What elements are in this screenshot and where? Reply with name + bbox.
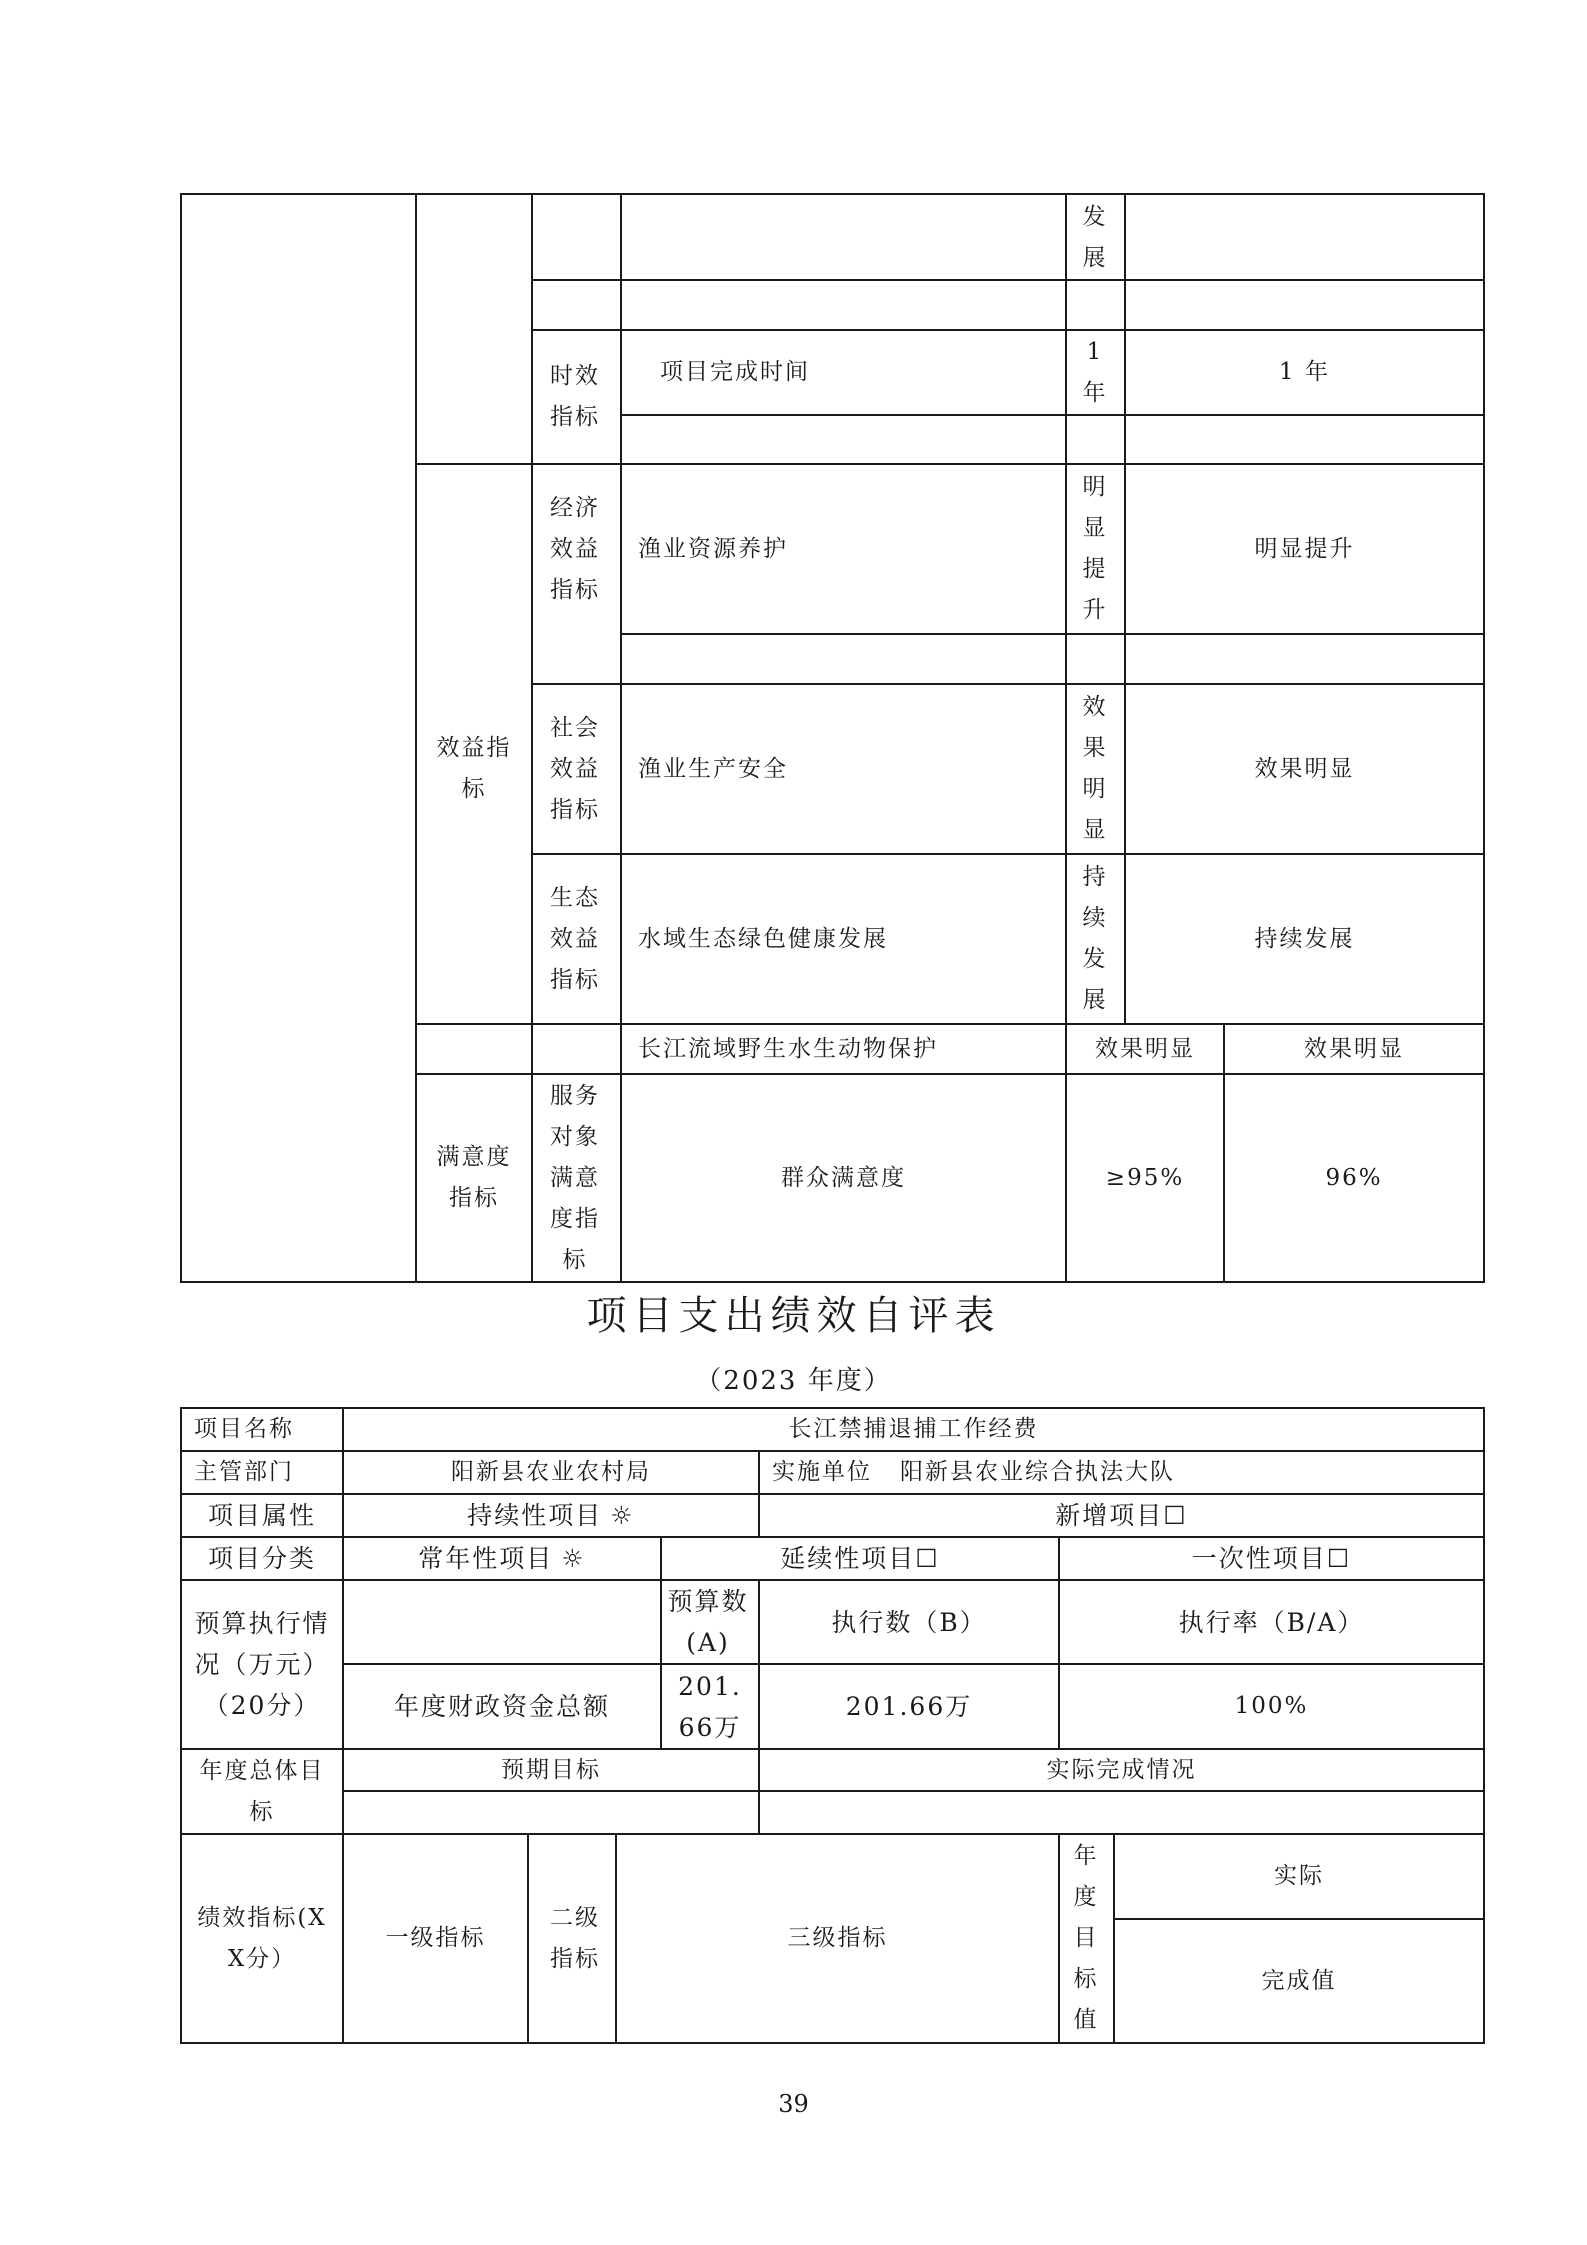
wildlife-item-cell — [622, 1025, 1065, 1073]
social-indicator-label: 社会效益指标 — [550, 714, 600, 823]
perf-label — [190, 1835, 334, 2042]
time-actual-cell — [1126, 331, 1483, 414]
dept-label — [182, 1452, 342, 1493]
satisfaction-item-text: 群众满意度 — [781, 1164, 906, 1191]
wildlife-actual-cell — [1225, 1025, 1483, 1073]
eco-item-text: 水域生态绿色健康发展 — [638, 925, 888, 952]
funds-label-text: 年度财政资金总额 — [393, 1692, 610, 1721]
eco-item-cell — [622, 855, 1065, 1023]
satisfaction-actual-cell — [1225, 1075, 1483, 1281]
first-row-target-cell — [1083, 196, 1107, 279]
wildlife-target-cell — [1067, 1025, 1223, 1073]
budget-a-value-text: 201.66万 — [678, 1671, 742, 1742]
rate-value — [1060, 1665, 1483, 1748]
project-name-value — [344, 1409, 1483, 1450]
type-label-text: 项目分类 — [207, 1544, 316, 1573]
time-indicator-label: 时效指标 — [550, 363, 600, 430]
wildlife-item-text: 长江流域野生水生动物保护 — [638, 1035, 938, 1062]
checkbox-empty-icon: ☐ — [1326, 1544, 1352, 1573]
social-target-text: 效果明显 — [1082, 694, 1108, 843]
first-row-target-text: 发展 — [1082, 203, 1108, 271]
level1-text: 一级指标 — [385, 1925, 486, 1951]
level1-header — [344, 1835, 527, 2042]
attr-continuous-option — [344, 1495, 758, 1536]
impl-value-text: 阳新县农业综合执法大队 — [900, 1459, 1175, 1485]
social-actual-text: 效果明显 — [1254, 755, 1355, 782]
level3-text: 三级指标 — [787, 1925, 888, 1951]
exec-b-value-text: 201.66万 — [845, 1692, 973, 1721]
checkbox-empty-icon: ☐ — [1163, 1501, 1188, 1530]
actual-header — [1115, 1835, 1483, 1918]
actual-status-text: 实际完成情况 — [1046, 1756, 1197, 1783]
wildlife-target-text: 效果明显 — [1095, 1035, 1195, 1062]
expected-goal-header — [344, 1750, 758, 1790]
project-name-label — [182, 1409, 342, 1450]
type-extended-text: 延续性项目 — [780, 1544, 916, 1573]
time-item-text: 项目完成时间 — [660, 359, 810, 385]
satisfaction-actual-text: 96% — [1325, 1164, 1383, 1191]
attr-label — [182, 1495, 342, 1536]
eco-indicator-cell — [545, 855, 605, 1023]
type-onetime-text: 一次性项目 — [1191, 1544, 1327, 1573]
actual-status-header — [760, 1750, 1483, 1790]
budget-label-text: 预算执行情况（万元）（20分） — [194, 1609, 330, 1720]
social-item-cell — [622, 685, 1065, 853]
econ-item-cell — [622, 465, 1065, 633]
type-regular-option — [344, 1538, 660, 1579]
annual-target-header — [1074, 1835, 1098, 2042]
goal-label-text: 年度总体目标 — [199, 1757, 325, 1825]
social-indicator-cell — [545, 685, 605, 853]
benefit-indicator-label: 效益指标 — [436, 735, 512, 802]
satisfaction-indicator-cell — [432, 1075, 516, 1281]
service-indicator-label: 服务对象满意度指标 — [550, 1082, 600, 1273]
perf-label-text: 绩效指标(XX分） — [197, 1904, 327, 1972]
attr-label-text: 项目属性 — [207, 1501, 316, 1530]
social-actual-cell — [1126, 685, 1483, 853]
attr-new-option — [760, 1495, 1483, 1536]
econ-indicator-cell — [545, 465, 605, 633]
satisfaction-target-cell — [1067, 1075, 1223, 1281]
level2-text: 二级指标 — [550, 1904, 600, 1972]
econ-target-text: 明显提升 — [1082, 474, 1108, 623]
time-indicator-cell — [545, 352, 605, 442]
econ-actual-text: 明显提升 — [1254, 535, 1355, 562]
time-actual-text: 1 年 — [1279, 359, 1330, 385]
econ-target-cell — [1083, 465, 1107, 633]
dept-label-text: 主管部门 — [194, 1459, 294, 1485]
rate-header-text: 执行率（B/A） — [1178, 1607, 1365, 1637]
econ-indicator-label: 经济效益指标 — [550, 494, 600, 603]
attr-new-text: 新增项目 — [1055, 1501, 1164, 1530]
econ-item-text: 渔业资源养护 — [638, 535, 788, 562]
project-name-label-text: 项目名称 — [194, 1416, 294, 1442]
budget-a-header — [667, 1581, 749, 1663]
selected-mark-icon: ☼ — [610, 1501, 635, 1530]
level2-header — [545, 1835, 605, 2042]
satisfaction-item-cell — [622, 1075, 1065, 1281]
level3-header — [617, 1835, 1058, 2042]
satisfaction-indicator-label: 满意度指标 — [436, 1144, 512, 1211]
time-target-cell — [1083, 331, 1107, 414]
completed-value-text: 完成值 — [1261, 1967, 1337, 1994]
dept-value — [344, 1452, 758, 1493]
social-target-cell — [1083, 685, 1107, 853]
type-extended-option — [662, 1538, 1058, 1579]
impl-label-text: 实施单位 — [772, 1459, 872, 1485]
wildlife-actual-text: 效果明显 — [1304, 1035, 1404, 1062]
eco-actual-text: 持续发展 — [1254, 925, 1355, 952]
funds-label — [344, 1665, 660, 1748]
annual-target-text: 年度目标值 — [1073, 1843, 1099, 2033]
exec-b-value — [760, 1665, 1058, 1748]
completed-value-header — [1115, 1920, 1483, 2042]
eco-target-cell — [1083, 855, 1107, 1023]
page-number: 39 — [778, 2090, 809, 2118]
selected-mark-icon: ☼ — [561, 1544, 586, 1573]
impl-unit-cell — [760, 1452, 1483, 1493]
time-target-text: 1年 — [1082, 338, 1108, 406]
eco-indicator-label: 生态效益指标 — [550, 884, 600, 993]
benefit-indicator-cell — [432, 465, 516, 1073]
attr-continuous-text: 持续性项目 — [467, 1501, 603, 1530]
rate-header — [1060, 1581, 1483, 1663]
form-title: 项目支出绩效自评表 — [586, 1293, 1001, 1339]
project-name-text: 长江禁捕退捕工作经费 — [788, 1416, 1039, 1442]
actual-text: 实际 — [1274, 1863, 1324, 1889]
form-year: （2023 年度） — [695, 1366, 892, 1396]
time-item-cell — [622, 331, 1065, 414]
checkbox-empty-icon: ☐ — [915, 1544, 940, 1573]
satisfaction-target-text: ≥95% — [1105, 1164, 1185, 1191]
budget-label — [190, 1581, 334, 1748]
type-onetime-option — [1060, 1538, 1483, 1579]
service-indicator-cell — [545, 1075, 605, 1281]
goal-label — [196, 1750, 328, 1833]
exec-b-header-text: 执行数（B） — [831, 1607, 987, 1637]
type-regular-text: 常年性项目 — [418, 1544, 554, 1573]
rate-value-text: 100% — [1234, 1693, 1309, 1719]
budget-a-value — [670, 1665, 750, 1748]
type-label — [182, 1538, 342, 1579]
expected-goal-value — [344, 1792, 758, 1833]
dept-value-text: 阳新县农业农村局 — [451, 1459, 651, 1485]
econ-actual-cell — [1126, 465, 1483, 633]
social-item-text: 渔业生产安全 — [638, 755, 788, 782]
exec-b-header — [760, 1581, 1058, 1663]
eco-target-text: 持续发展 — [1082, 864, 1108, 1013]
expected-goal-text: 预期目标 — [501, 1756, 601, 1783]
budget-a-header-text: 预算数(A) — [667, 1587, 749, 1657]
eco-actual-cell — [1126, 855, 1483, 1023]
actual-status-value — [760, 1792, 1483, 1833]
